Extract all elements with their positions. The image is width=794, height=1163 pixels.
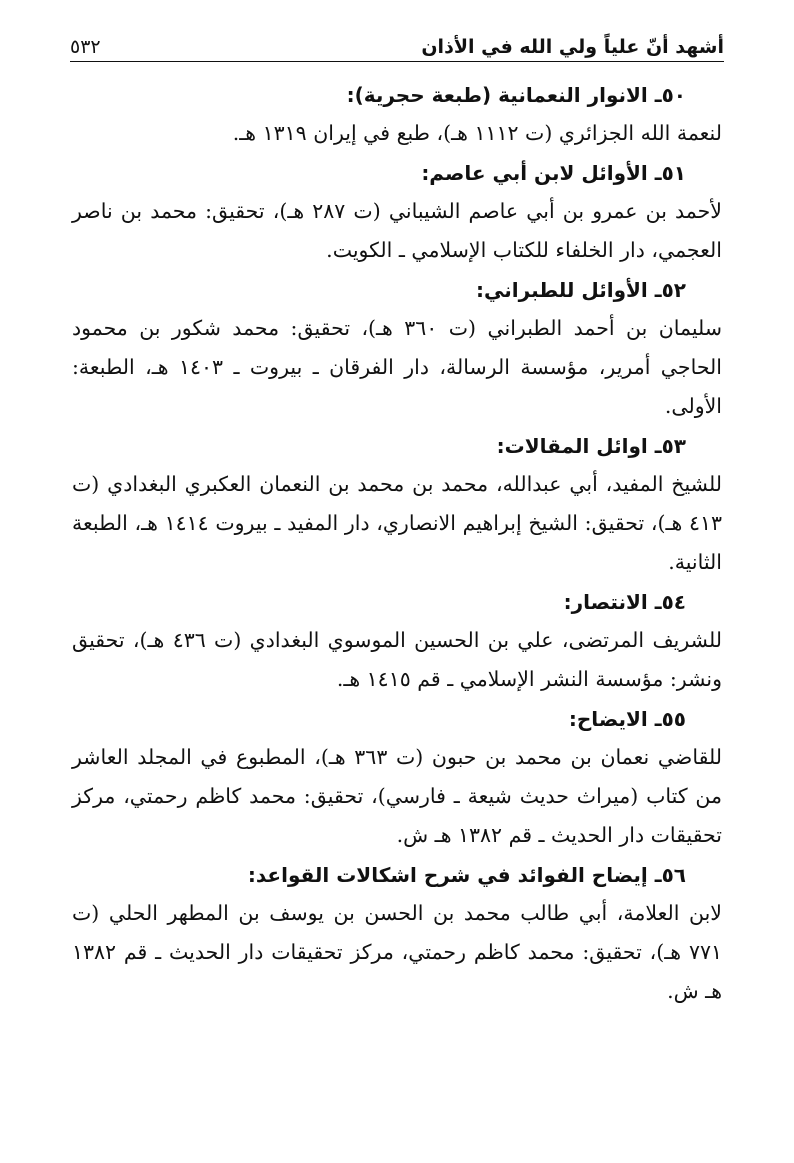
entry-title: ٥١ـ الأوائل لابن أبي عاصم:	[421, 161, 686, 185]
entry-body: لأحمد بن عمرو بن أبي عاصم الشيباني (ت ٢٨٧ هـ)، تحقيق: محمد بن ناصر العجمي، دار الخلفاء للكتاب الإسلامي ـ الكويت.	[72, 199, 722, 262]
entry-body: للشريف المرتضى، علي بن الحسين الموسوي البغدادي (ت ٤٣٦ هـ)، تحقيق ونشر: مؤسسة النشر الإسلامي ـ قم ١٤١٥ هـ.	[72, 628, 722, 691]
entry-title: ٥٢ـ الأوائل للطبراني:	[476, 278, 686, 302]
bibliography-list	[72, 76, 722, 1012]
running-title: أشهد أنّ علياً ولي الله في الأذان	[421, 36, 724, 58]
bibliography-entry	[72, 154, 722, 270]
entry-title: ٥٠ـ الانوار النعمانية (طبعة حجرية):	[346, 83, 686, 107]
page-number: ٥٣٢	[70, 36, 101, 58]
bibliography-entry	[72, 856, 722, 1011]
bibliography-entry	[72, 76, 722, 153]
entry-body: سليمان بن أحمد الطبراني (ت ٣٦٠ هـ)، تحقيق: محمد شكور بن محمود الحاجي أمرير، مؤسسة الرسالة، دار الفرقان ـ بيروت ـ ١٤٠٣ هـ، الطبعة: الأولى.	[72, 316, 722, 418]
entry-body: للشيخ المفيد، أبي عبدالله، محمد بن محمد بن النعمان العكبري البغدادي (ت ٤١٣ هـ)، تحقيق: الشيخ إبراهيم الانصاري، دار المفيد ـ بيروت ١٤١٤ هـ، الطبعة الثانية.	[72, 472, 722, 574]
bibliography-entry	[72, 271, 722, 426]
entry-title: ٥٣ـ اوائل المقالات:	[496, 434, 686, 458]
entry-body: للقاضي نعمان بن محمد بن حبون (ت ٣٦٣ هـ)، المطبوع في المجلد العاشر من كتاب (ميراث حديث شيعة ـ فارسي)، تحقيق: محمد كاظم رحمتي، مركز تحقيقات دار الحديث ـ قم ١٣٨٢ هـ ش.	[72, 745, 722, 847]
entry-body: لابن العلامة، أبي طالب محمد بن الحسن بن يوسف بن المطهر الحلي (ت ٧٧١ هـ)، تحقيق: محمد كاظم رحمتي، مركز تحقيقات دار الحديث ـ قم ١٣٨٢ هـ ش.	[72, 901, 722, 1003]
entry-title: ٥٤ـ الانتصار:	[563, 590, 686, 614]
bibliography-entry	[72, 700, 722, 855]
bibliography-entry	[72, 583, 722, 699]
page-header	[70, 26, 724, 62]
entry-title: ٥٥ـ الايضاح:	[568, 707, 686, 731]
bibliography-entry	[72, 427, 722, 582]
entry-title: ٥٦ـ إيضاح الفوائد في شرح اشكالات القواعد:	[247, 863, 686, 887]
entry-body: لنعمة الله الجزائري (ت ١١١٢ هـ)، طبع في إيران ١٣١٩ هـ.	[232, 121, 722, 145]
